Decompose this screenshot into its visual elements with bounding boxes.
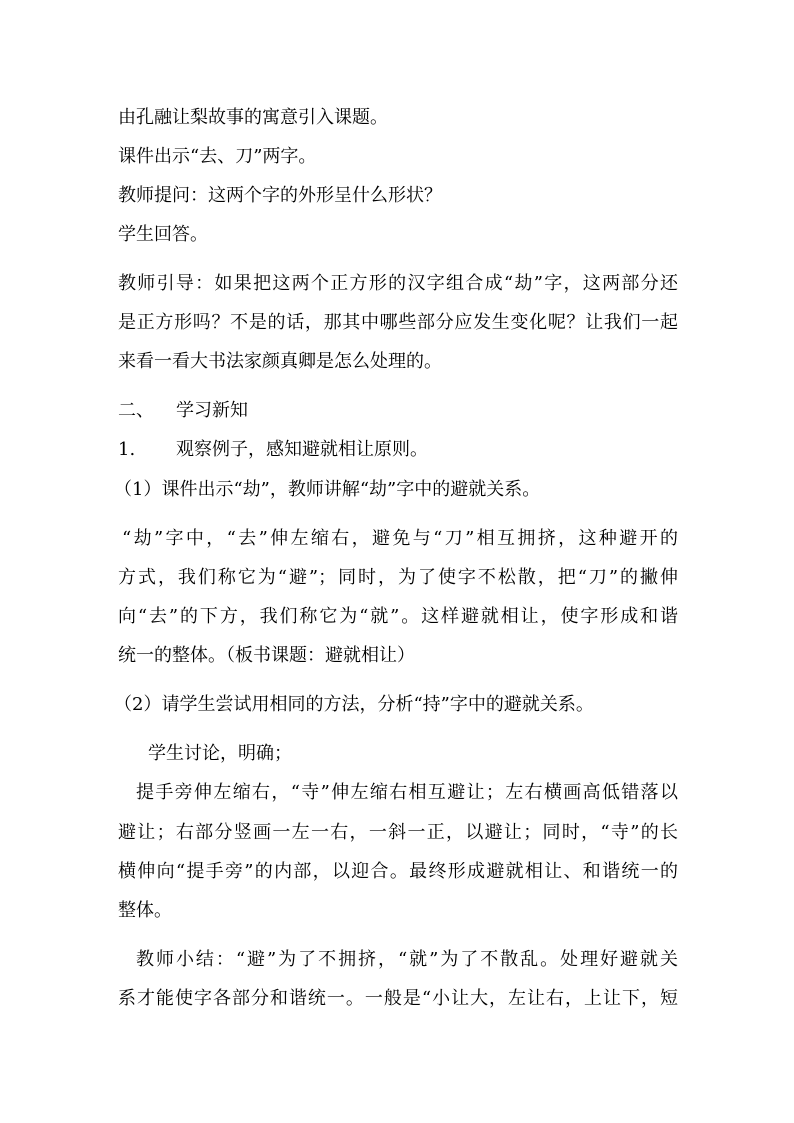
text-line-jie-intro: （1）课件出示“劫”，教师讲解“劫”字中的避就关系。 [114, 479, 541, 500]
text-line-summary-1: 教师小结：“避”为了不拥挤，“就”为了不散乱。处理好避就关 [136, 949, 678, 970]
section-title: 学习新知 [176, 400, 248, 421]
text-line-chi-explain-2: 避让；右部分竖画一左一右，一斜一正，以避让；同时，“寺”的长 [118, 822, 678, 843]
list-item-text: 观察例子，感知避就相让原则。 [176, 439, 428, 460]
list-item-number: 1. [118, 439, 136, 460]
text-line-discussion: 学生讨论，明确； [148, 743, 292, 764]
list-item-one [118, 430, 428, 470]
text-line-chi-explain-4: 整体。 [118, 900, 172, 921]
text-line-chi-explain-1: 提手旁伸左缩右，“寺”伸左缩右相互避让；左右横画高低错落以 [136, 782, 678, 803]
text-line-jie-explain-1: “劫”字中，“去”伸左缩右，避免与“刀”相互拥挤，这种避开的 [122, 528, 678, 549]
section-number: 二、 [118, 400, 154, 421]
text-line-teacher-guide-3: 来看一看大书法家颜真卿是怎么处理的。 [118, 351, 442, 372]
text-line-teacher-question: 教师提问：这两个字的外形呈什么形状？ [118, 185, 442, 206]
text-line-jie-explain-2: 方式，我们称它为“避”；同时，为了使字不松散，把“刀”的撇伸 [118, 567, 678, 588]
text-line-summary-2: 系才能使字各部分和谐统一。一般是“小让大，左让右，上让下，短 [118, 988, 678, 1009]
text-line-teacher-guide-2: 是正方形吗？不是的话，那其中哪些部分应发生变化呢？让我们一起 [118, 312, 678, 333]
text-line-courseware: 课件出示“去、刀”两字。 [118, 146, 317, 167]
text-line-student-answer: 学生回答。 [118, 224, 208, 245]
text-line-chi-task: （2）请学生尝试用相同的方法，分析“持”字中的避就关系。 [114, 694, 594, 715]
text-line-jie-explain-3: 向“去”的下方，我们称它为“就”。这样避就相让，使字形成和谐 [118, 606, 678, 627]
text-line-jie-explain-4: 统一的整体。（板书课题：避就相让） [118, 645, 415, 666]
section-heading [118, 391, 248, 431]
text-line-intro: 由孔融让梨故事的寓意引入课题。 [118, 107, 388, 128]
text-line-teacher-guide-1: 教师引导：如果把这两个正方形的汉字组合成“劫”字，这两部分还 [118, 273, 678, 294]
text-line-chi-explain-3: 横伸向“提手旁”的内部，以迎合。最终形成避就相让、和谐统一的 [118, 861, 678, 882]
